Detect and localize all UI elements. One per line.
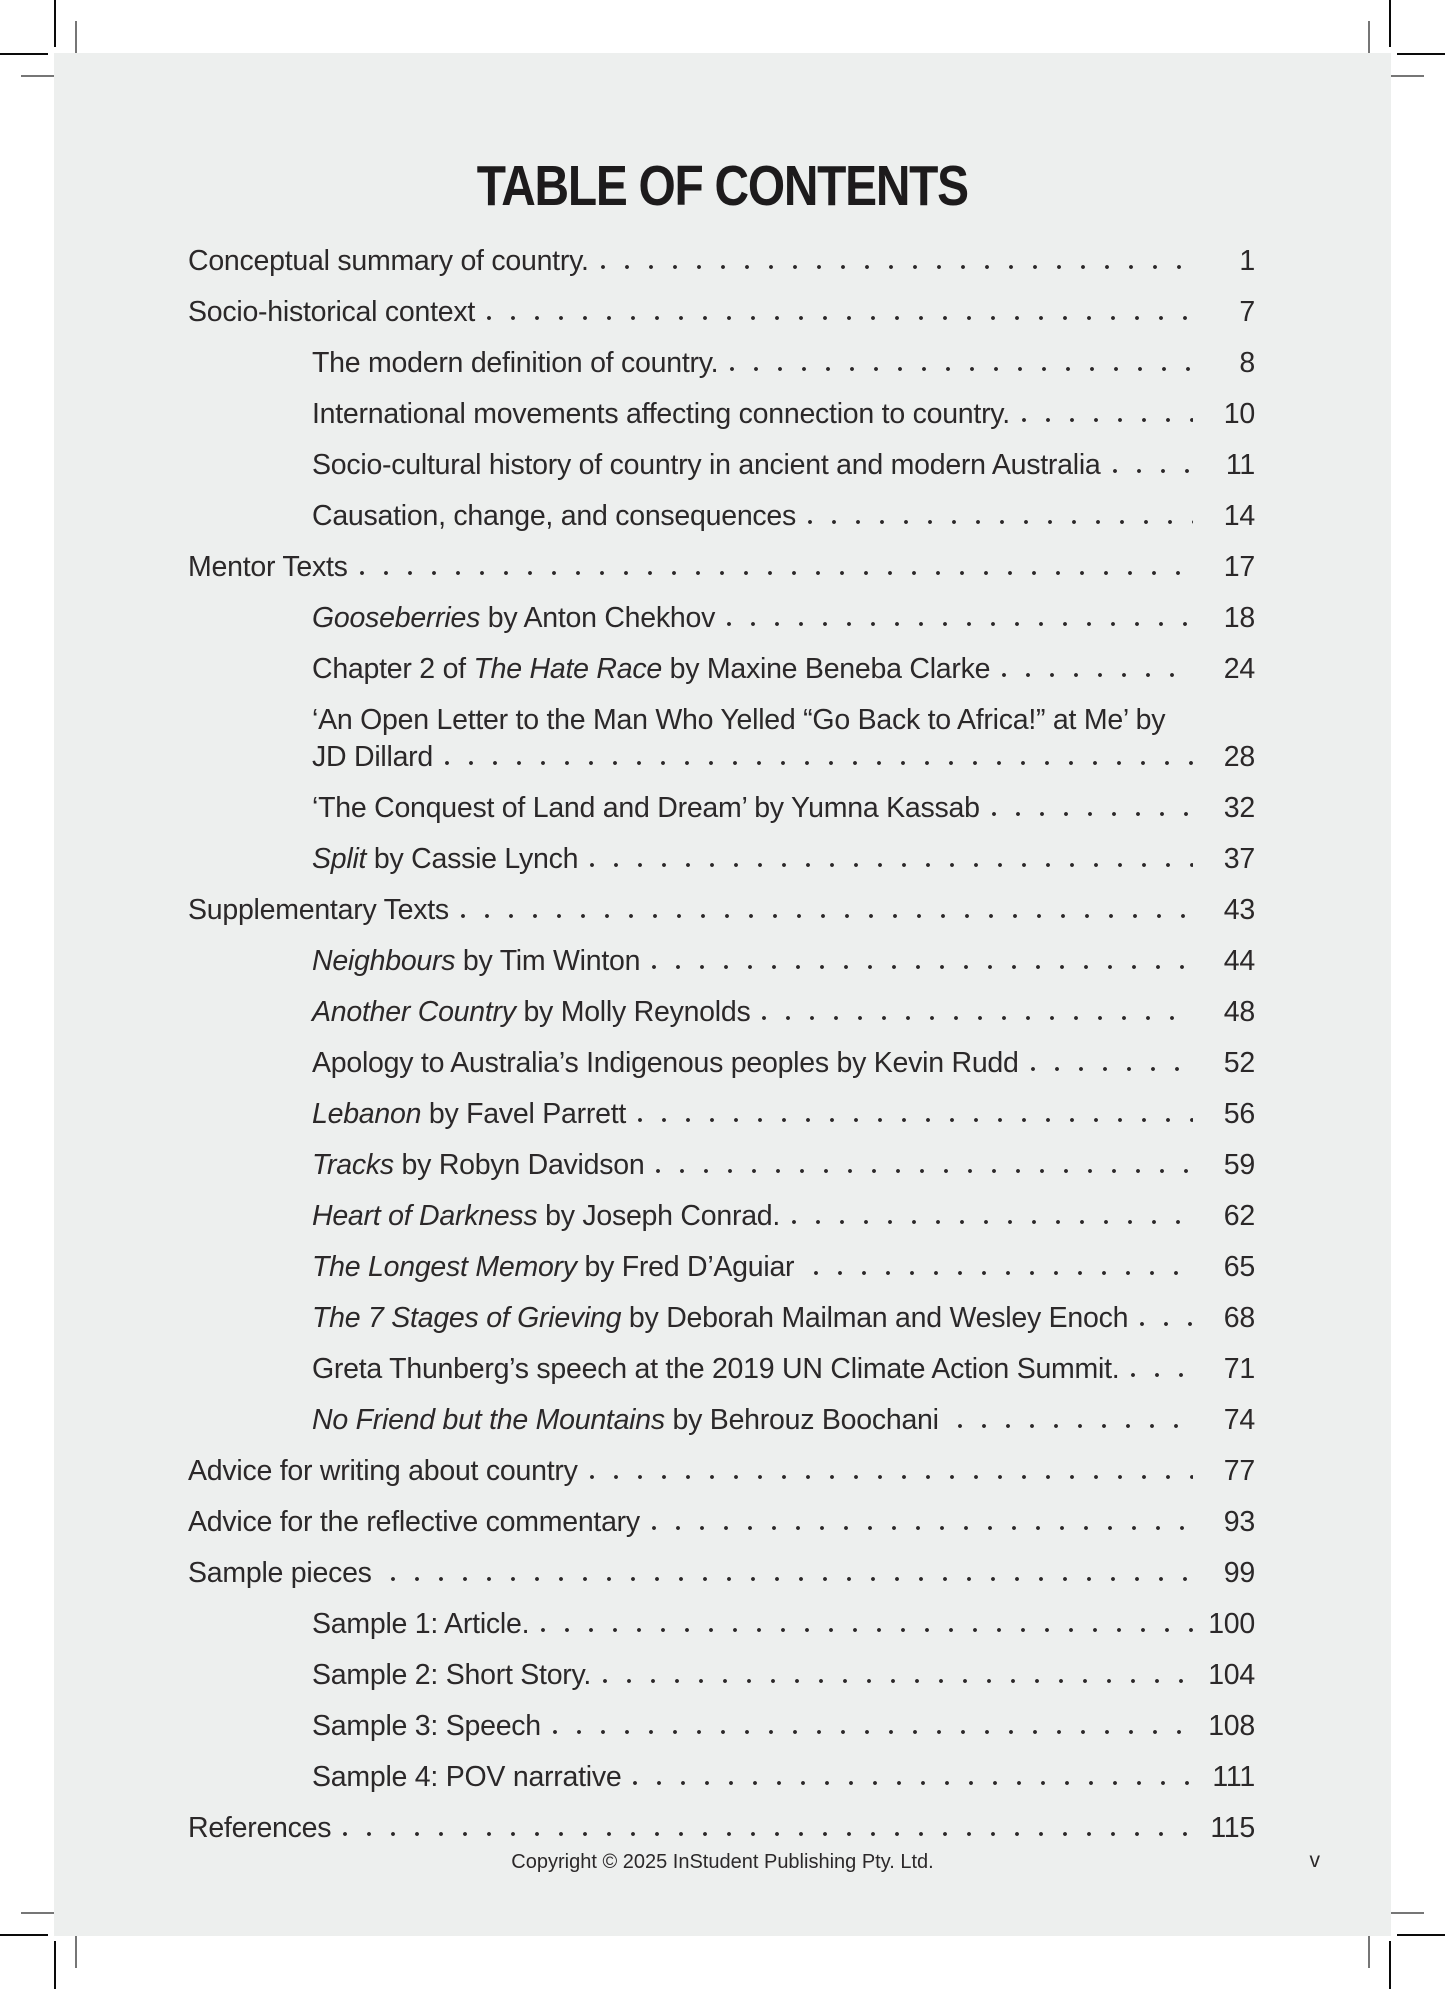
- toc-entry-line: [54, 873, 1391, 924]
- toc-entry-line: [54, 1689, 1391, 1740]
- toc-entry-line: [54, 1281, 1391, 1332]
- toc-entry-line: [54, 581, 1391, 632]
- toc-entry-page-number: 68: [1223, 1301, 1255, 1334]
- toc-entry-text: [188, 550, 348, 583]
- dot-leader: [652, 1526, 1193, 1530]
- toc-entry-text: [312, 652, 991, 685]
- toc-text-segment: ‘An Open Letter to the Man Who Yelled “Go Back to Africa!” at Me’ by: [312, 703, 1166, 736]
- toc-entry-line: [54, 1179, 1391, 1230]
- toc-entry-page-number: 108: [1208, 1709, 1255, 1742]
- toc-entry-line: [54, 1128, 1391, 1179]
- dot-leader: [792, 1220, 1193, 1224]
- toc-entry-page-number: 74: [1223, 1403, 1255, 1436]
- toc-entry-line: [54, 1434, 1391, 1485]
- toc-entry-line: [54, 1740, 1391, 1791]
- folio-page-label: v: [1309, 1849, 1320, 1872]
- toc-text-segment: Sample 2: Short Story.: [312, 1658, 592, 1691]
- toc-entry-line: [54, 275, 1391, 326]
- toc-text-segment: Advice for the reflective commentary: [188, 1505, 640, 1538]
- toc-entry-text: [312, 1658, 592, 1691]
- toc-entry-text: [188, 295, 476, 328]
- toc-text-segment: Sample 1: Article.: [312, 1607, 530, 1640]
- toc-entry-text: [312, 1097, 627, 1130]
- toc-work-title-italic: The 7 Stages of Grieving: [312, 1301, 622, 1334]
- toc-work-title-italic: No Friend but the Mountains: [312, 1403, 665, 1436]
- toc-text-segment: Supplementary Texts: [188, 893, 449, 926]
- dot-leader: [992, 812, 1193, 816]
- copyright-notice: Copyright © 2025 InStudent Publishing Pty. Ltd.: [511, 1851, 934, 1873]
- dot-leader: [590, 1475, 1193, 1479]
- toc-entry-page-number: 99: [1223, 1556, 1255, 1589]
- dot-leader: [541, 1628, 1193, 1632]
- toc-entry-line: [54, 1536, 1391, 1587]
- toc-work-title-italic: Split: [312, 842, 367, 875]
- toc-entry-page-number: 32: [1223, 791, 1255, 824]
- toc-entry-line: [54, 1230, 1391, 1281]
- crop-mark: [1397, 53, 1445, 55]
- toc-text-segment: by Maxine Beneba Clarke: [661, 652, 991, 685]
- dot-leader: [638, 1118, 1193, 1122]
- toc-text-segment: Sample pieces: [188, 1556, 380, 1589]
- toc-text-segment: by Robyn Davidson: [393, 1148, 645, 1181]
- toc-entry-text: [312, 703, 1166, 736]
- toc-entry-page-number: 111: [1212, 1760, 1255, 1793]
- dot-leader: [461, 914, 1193, 918]
- toc-entry-text: [312, 1607, 530, 1640]
- toc-text-segment: Mentor Texts: [188, 550, 348, 583]
- toc-text-segment: Apology to Australia’s Indigenous peoples by Kevin Rudd: [312, 1046, 1019, 1079]
- dot-leader: [1022, 418, 1193, 422]
- toc-entry-page-number: 17: [1223, 550, 1255, 583]
- toc-entry-page-number: 104: [1208, 1658, 1255, 1691]
- toc-entry-line: [54, 326, 1391, 377]
- document-page: [54, 53, 1391, 1936]
- toc-entry-text: [312, 1148, 645, 1181]
- toc-text-segment: Socio-historical context: [188, 295, 476, 328]
- toc-entry-text: [312, 995, 751, 1028]
- toc-entry-line: [54, 924, 1391, 975]
- dot-leader: [633, 1781, 1193, 1785]
- toc-entry-line: [54, 428, 1391, 479]
- toc-entry-line: [54, 632, 1391, 683]
- toc-entry-line: [54, 1587, 1391, 1638]
- toc-work-title-italic: Heart of Darkness: [312, 1199, 538, 1232]
- toc-text-segment: Advice for writing about country: [188, 1454, 578, 1487]
- dot-leader: [1002, 673, 1193, 677]
- toc-entry-page-number: 93: [1223, 1505, 1255, 1538]
- crop-mark: [0, 1934, 48, 1936]
- toc-entry-page-number: 100: [1208, 1607, 1255, 1640]
- toc-entry-line: [54, 1383, 1391, 1434]
- toc-text-segment: International movements affecting connection to country.: [312, 397, 1010, 430]
- dot-leader: [762, 1016, 1193, 1020]
- toc-entry-line: [54, 479, 1391, 530]
- toc-text-segment: ‘The Conquest of Land and Dream’ by Yumna Kassab: [312, 791, 980, 824]
- toc-entry-page-number: 52: [1223, 1046, 1255, 1079]
- toc-entry-line: [54, 822, 1391, 873]
- toc-work-title-italic: The Hate Race: [473, 652, 662, 685]
- toc-entry-page-number: 62: [1223, 1199, 1255, 1232]
- toc-entry-text: [188, 1811, 332, 1844]
- toc-entry-text: [312, 1403, 947, 1436]
- toc-entry-text: [312, 1301, 1129, 1334]
- toc-entry-page-number: 56: [1223, 1097, 1255, 1130]
- toc-entry-line: [54, 1332, 1391, 1383]
- toc-text-segment: Sample 3: Speech: [312, 1709, 541, 1742]
- dot-leader: [553, 1730, 1193, 1734]
- dot-leader: [814, 1271, 1193, 1275]
- toc-entry-line: [54, 377, 1391, 428]
- crop-mark: [0, 53, 48, 55]
- toc-entry-text: [188, 244, 589, 277]
- toc-entry-text: [312, 1199, 781, 1232]
- toc-entry-page-number: 18: [1223, 601, 1255, 634]
- toc-entry-text: [312, 601, 716, 634]
- toc-text-segment: by Cassie Lynch: [366, 842, 579, 875]
- dot-leader: [603, 1679, 1193, 1683]
- toc-entry-page-number: 71: [1223, 1352, 1255, 1385]
- toc-work-title-italic: The Longest Memory: [312, 1250, 577, 1283]
- toc-entry-page-number: 24: [1223, 652, 1255, 685]
- toc-text-segment: by Tim Winton: [455, 944, 641, 977]
- toc-entry-page-number: 1: [1239, 244, 1255, 277]
- toc-text-segment: by Molly Reynolds: [515, 995, 751, 1028]
- page-title: TABLE OF CONTENTS: [476, 154, 969, 218]
- toc-entry-page-number: 43: [1223, 893, 1255, 926]
- dot-leader: [1140, 1322, 1193, 1326]
- toc-entry-text: [312, 1250, 802, 1283]
- crop-mark: [54, 1941, 56, 1989]
- dot-leader: [652, 965, 1193, 969]
- dot-leader: [656, 1169, 1193, 1173]
- toc-text-segment: The modern definition of country.: [312, 346, 719, 379]
- toc-entry-line: [54, 1638, 1391, 1689]
- crop-mark: [1397, 1934, 1445, 1936]
- toc-text-segment: by Behrouz Boochani: [664, 1403, 947, 1436]
- toc-entry-line: [54, 683, 1391, 734]
- toc-entry-page-number: 11: [1225, 448, 1255, 481]
- dot-leader: [1113, 469, 1194, 473]
- toc-entry-page-number: 7: [1239, 295, 1255, 328]
- toc-text-segment: Conceptual summary of country.: [188, 244, 589, 277]
- toc-entry-page-number: 48: [1223, 995, 1255, 1028]
- toc-entry-text: [312, 944, 641, 977]
- toc-entry-page-number: 115: [1210, 1811, 1255, 1844]
- dot-leader: [727, 622, 1193, 626]
- toc-entry-text: [312, 499, 797, 532]
- dot-leader: [958, 1424, 1193, 1428]
- toc-entry-line: [54, 1077, 1391, 1128]
- toc-text-segment: by Favel Parrett: [421, 1097, 627, 1130]
- toc-text-segment: Sample 4: POV narrative: [312, 1760, 622, 1793]
- dot-leader: [360, 571, 1193, 575]
- toc-text-segment: JD Dillard: [312, 740, 434, 773]
- toc-entry-text: [312, 448, 1101, 481]
- dot-leader: [391, 1577, 1193, 1581]
- toc-entry-line: [54, 771, 1391, 822]
- dot-leader: [343, 1832, 1193, 1836]
- table-of-contents: [54, 224, 1391, 1842]
- toc-entry-page-number: 37: [1223, 842, 1255, 875]
- dot-leader: [445, 761, 1193, 765]
- toc-entry-text: [312, 1760, 622, 1793]
- toc-entry-page-number: 28: [1223, 740, 1255, 773]
- dot-leader: [1031, 1067, 1193, 1071]
- toc-work-title-italic: Neighbours: [312, 944, 456, 977]
- toc-entry-page-number: 10: [1223, 397, 1255, 430]
- toc-entry-text: [312, 740, 434, 773]
- dot-leader: [730, 367, 1193, 371]
- toc-text-segment: by Joseph Conrad.: [537, 1199, 781, 1232]
- toc-entry-text: [312, 1709, 541, 1742]
- dot-leader: [487, 316, 1193, 320]
- toc-entry-text: [188, 1454, 578, 1487]
- toc-entry-page-number: 8: [1239, 346, 1255, 379]
- toc-text-segment: by Anton Chekhov: [480, 601, 716, 634]
- toc-entry-page-number: 59: [1223, 1148, 1255, 1181]
- toc-work-title-italic: Lebanon: [312, 1097, 422, 1130]
- toc-entry-line: [54, 1026, 1391, 1077]
- toc-entry-text: [312, 1352, 1120, 1385]
- toc-entry-page-number: 14: [1223, 499, 1255, 532]
- dot-leader: [601, 265, 1193, 269]
- toc-entry-line: [54, 734, 1391, 771]
- toc-entry-text: [188, 1505, 640, 1538]
- dot-leader: [1131, 1373, 1193, 1377]
- toc-text-segment: References: [188, 1811, 332, 1844]
- crop-mark: [54, 0, 56, 47]
- toc-entry-text: [312, 397, 1010, 430]
- toc-work-title-italic: Gooseberries: [312, 601, 481, 634]
- toc-entry-text: [312, 346, 719, 379]
- toc-entry-line: [54, 1485, 1391, 1536]
- dot-leader: [590, 863, 1193, 867]
- crop-mark: [1389, 0, 1391, 47]
- toc-text-segment: Chapter 2 of: [312, 652, 474, 685]
- toc-text-segment: Greta Thunberg’s speech at the 2019 UN Climate Action Summit.: [312, 1352, 1120, 1385]
- toc-entry-line: [54, 224, 1391, 275]
- toc-text-segment: Socio-cultural history of country in ancient and modern Australia: [312, 448, 1101, 481]
- toc-entry-text: [188, 1556, 380, 1589]
- toc-entry-page-number: 44: [1223, 944, 1255, 977]
- toc-work-title-italic: Another Country: [312, 995, 516, 1028]
- toc-text-segment: by Fred D’Aguiar: [576, 1250, 802, 1283]
- toc-entry-page-number: 65: [1223, 1250, 1255, 1283]
- toc-entry-line: [54, 975, 1391, 1026]
- toc-entry-line: [54, 1791, 1391, 1842]
- dot-leader: [808, 520, 1193, 524]
- page-title-wrap: [54, 154, 1391, 218]
- toc-text-segment: Causation, change, and consequences: [312, 499, 797, 532]
- toc-entry-page-number: 77: [1223, 1454, 1255, 1487]
- toc-entry-text: [312, 1046, 1019, 1079]
- toc-entry-line: [54, 530, 1391, 581]
- toc-work-title-italic: Tracks: [312, 1148, 394, 1181]
- crop-mark: [1389, 1941, 1391, 1989]
- toc-entry-text: [312, 842, 579, 875]
- toc-text-segment: by Deborah Mailman and Wesley Enoch: [621, 1301, 1129, 1334]
- toc-entry-text: [188, 893, 449, 926]
- toc-entry-text: [312, 791, 980, 824]
